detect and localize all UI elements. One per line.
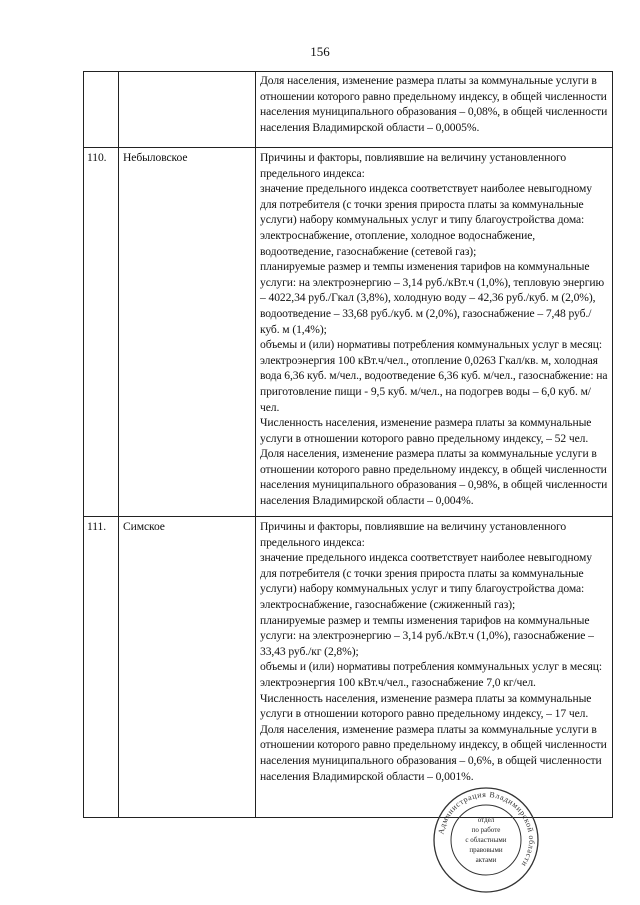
page-number: 156 xyxy=(310,44,330,59)
table-row xyxy=(260,519,610,784)
stamp-center-line: правовыми xyxy=(469,846,503,854)
row-municipality-name: Небыловское xyxy=(123,151,188,164)
stamp-center-line: с областными xyxy=(465,836,507,844)
row-paragraph: планируемые размер и темпы изменения тарифов на коммунальные услуги: на электроэнергию – 3,14 руб./кВт.ч (1,0%), газоснабжение – 33,43 руб./кг (2,8%); xyxy=(260,613,594,658)
row-number: 111. xyxy=(87,520,107,533)
row-paragraph: объемы и (или) нормативы потребления коммунальных услуг в месяц: электроэнергия 100 кВт.ч/чел., газоснабжение 7,0 кг/чел. xyxy=(260,660,602,689)
stamp-center-line: по работе xyxy=(471,826,501,834)
table-column-divider-1 xyxy=(118,71,119,818)
row-paragraph: Численность населения, изменение размера платы за коммунальные услуги в отношении которого равно предельному индексу, – 52 чел. xyxy=(260,416,592,445)
table-border-left xyxy=(83,71,84,818)
row-paragraph: Причины и факторы, повлиявшие на величину установленного предельного индекса: xyxy=(260,520,567,549)
row-number: 110. xyxy=(87,151,107,164)
table-border-right xyxy=(612,71,613,818)
document-table xyxy=(83,71,613,818)
table-row xyxy=(260,73,610,135)
row-paragraph: значение предельного индекса соответствует наиболее невыгодному для потребителя (с точки зрения прироста платы за коммунальные услуги) набору коммунальных услуг и типу благоустройства дома: электроснабжение, отопление, холодное водоснабжение, водоотведение, газоснабжение (сетевой газ); xyxy=(260,182,592,258)
row-paragraph: объемы и (или) нормативы потребления коммунальных услуг в месяц: электроэнергия 100 кВт.ч/чел., отопление 0,0263 Гкал/кв. м, холодная вода 6,36 куб. м/чел., водоотведение 6,36 куб. м/чел., газоснабжение: на приготовление пищи - 9,5 куб. м/чел., на подогрев воды – 6,0 куб. м/чел. xyxy=(260,338,608,414)
row-divider-111 xyxy=(83,516,613,517)
row-paragraph: планируемые размер и темпы изменения тарифов на коммунальные услуги: на электроэнергию – 3,14 руб./кВт.ч (1,0%), тепловую энергию – 4022,34 руб./Гкал (3,8%), холодную воду – 42,36 руб./куб. м (2,0%), водоотведение – 33,68 руб./куб. м (2,0%), газоснабжение – 7,48 руб./куб. м (1,4%); xyxy=(260,260,605,336)
row-paragraph: Доля населения, изменение размера платы за коммунальные услуги в отношении которого равно предельному индексу, в общей численности населения муниципального образования – 0,6%, в общей численности населения Владимирской области – 0,001%. xyxy=(260,722,607,783)
table-column-divider-2 xyxy=(255,71,256,818)
row-paragraph: Доля населения, изменение размера платы за коммунальные услуги в отношении которого равно предельному индексу, в общей численности населения муниципального образования – 0,98%, в общей численности населения Владимирской области – 0,004%. xyxy=(260,447,608,508)
table-border-top xyxy=(83,71,613,72)
stamp-center-line: отдел xyxy=(477,816,495,824)
row-divider-110 xyxy=(83,147,613,148)
stamp-ring-text: Администрация Владимирской области xyxy=(436,789,537,869)
row-municipality-name: Симское xyxy=(123,520,165,533)
row-paragraph: Доля населения, изменение размера платы за коммунальные услуги в отношении которого равно предельному индексу, в общей численности населения муниципального образования – 0,08%, в общей численности населения Владимирской области – 0,0005%. xyxy=(260,74,608,134)
official-stamp xyxy=(432,786,540,894)
table-row xyxy=(260,150,610,509)
stamp-center-line: актами xyxy=(475,856,497,864)
row-paragraph: значение предельного индекса соответствует наиболее невыгодному для потребителя (с точки зрения прироста платы за коммунальные услуги) набору коммунальных услуг и типу благоустройства дома: электроснабжение, газоснабжение (сжиженный газ); xyxy=(260,551,592,611)
row-paragraph: Численность населения, изменение размера платы за коммунальные услуги в отношении которого равно предельному индексу, – 17 чел. xyxy=(260,691,592,721)
row-paragraph: Причины и факторы, повлиявшие на величину установленного предельного индекса: xyxy=(260,151,567,180)
